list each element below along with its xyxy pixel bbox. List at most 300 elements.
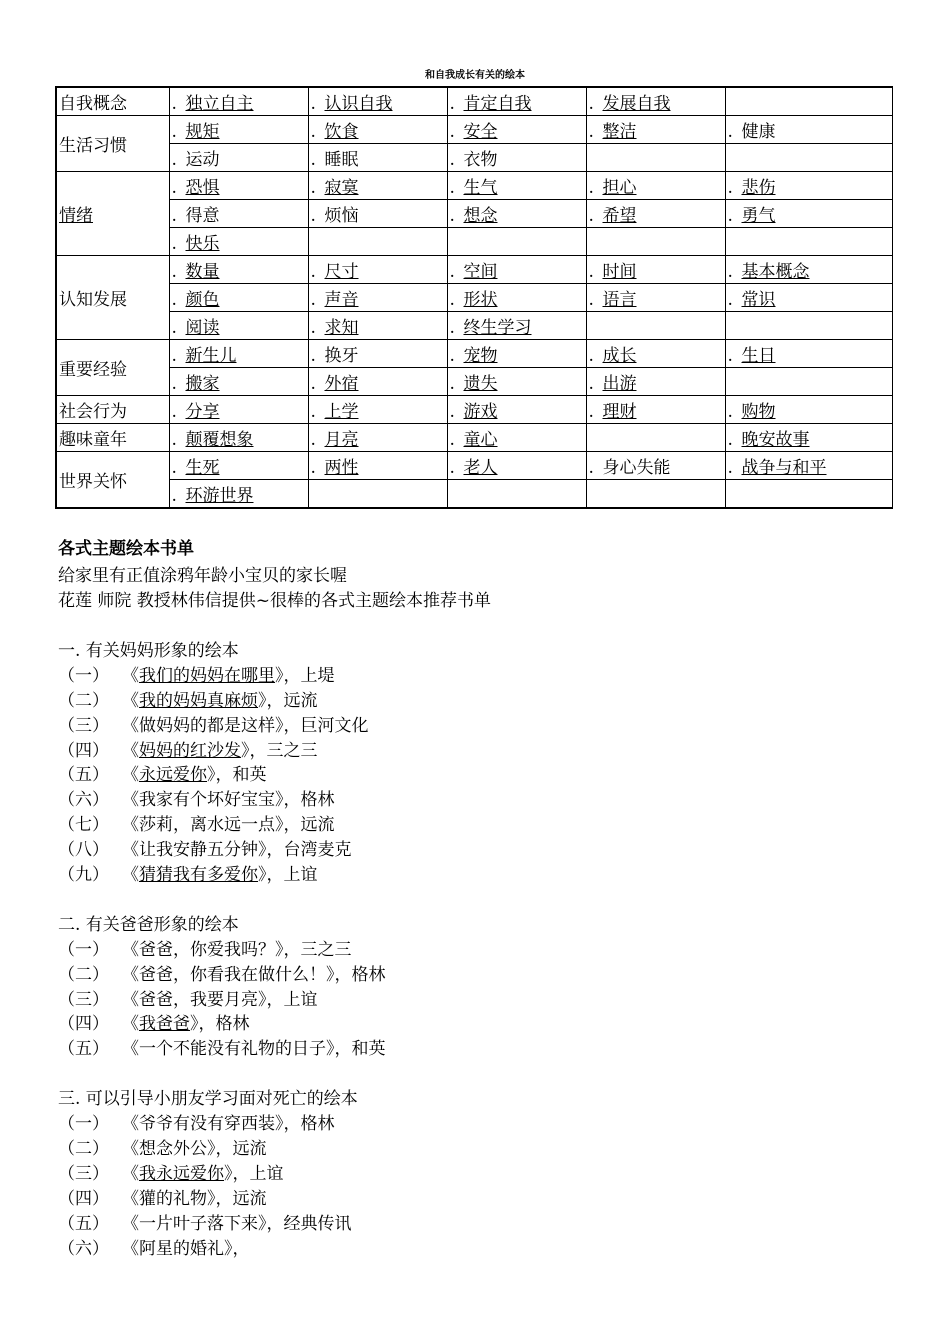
topic-cell xyxy=(308,144,447,172)
bullet-dot: . xyxy=(171,178,177,198)
book-list-item: （三） 《爸爸，我要月亮》，上谊 xyxy=(58,985,318,1010)
bullet-dot: . xyxy=(310,178,316,198)
topic-label[interactable]: 生气 xyxy=(463,178,498,198)
item-number: （三） xyxy=(58,716,109,736)
topic-label[interactable]: 月亮 xyxy=(324,430,359,450)
empty-cell xyxy=(586,144,725,172)
empty-cell xyxy=(725,228,892,256)
bullet-dot: . xyxy=(449,206,455,226)
bullet-dot: . xyxy=(171,290,177,310)
topic-label[interactable]: 阅读 xyxy=(185,318,220,338)
topic-cell[interactable] xyxy=(586,200,725,228)
item-number: （四） xyxy=(58,741,109,761)
book-title: 阿星的婚礼 xyxy=(139,1239,224,1259)
topic-label[interactable]: 安全 xyxy=(463,122,498,142)
topic-label[interactable]: 空间 xyxy=(463,262,498,282)
book-title: 莎莉，离水远一点 xyxy=(139,815,275,835)
bullet-dot: . xyxy=(727,430,733,450)
book-title: 想念外公 xyxy=(139,1139,207,1159)
topic-cell[interactable] xyxy=(308,116,447,144)
publisher: ，远流 xyxy=(215,1189,267,1209)
topic-cell[interactable] xyxy=(447,452,586,480)
bullet-dot: . xyxy=(449,122,455,142)
book-title[interactable]: 永远爱你 xyxy=(139,765,207,785)
category-cell: 趣味童年 xyxy=(56,424,169,452)
publisher: ， xyxy=(232,1239,250,1259)
topic-cell[interactable] xyxy=(447,368,586,396)
topic-cell[interactable] xyxy=(169,340,308,368)
bullet-dot: . xyxy=(171,374,177,394)
table-row xyxy=(56,368,892,396)
topic-label[interactable]: 规矩 xyxy=(185,122,220,142)
book-list-item: （五） 《一片叶子落下来》，经典传讯 xyxy=(58,1209,352,1234)
topic-label[interactable]: 独立自主 xyxy=(185,94,254,114)
topic-cell[interactable] xyxy=(447,256,586,284)
topic-cell[interactable] xyxy=(308,256,447,284)
bullet-dot: . xyxy=(588,206,594,226)
category-cell: 自我概念 xyxy=(56,87,169,116)
topic-label: 身心失能 xyxy=(602,458,671,478)
topic-label[interactable]: 游戏 xyxy=(463,402,498,422)
document-title: 和自我成长有关的绘本 xyxy=(425,70,525,81)
topic-cell[interactable] xyxy=(447,396,586,424)
topic-cell[interactable] xyxy=(447,312,586,340)
bullet-dot: . xyxy=(171,122,177,142)
topic-label[interactable]: 晚安故事 xyxy=(741,430,810,450)
intro-line-1: 给家里有正值涂鸦年龄小宝贝的家长喔 xyxy=(58,566,347,586)
section-heading: 二. 有关爸爸形象的绘本 xyxy=(58,915,239,935)
intro-line-2: 花莲 师院 教授林伟信提供~很棒的各式主题绘本推荐书单 xyxy=(58,591,492,611)
category-cell: 认知发展 xyxy=(56,256,169,340)
table-row xyxy=(56,396,892,424)
topic-label[interactable]: 希望 xyxy=(602,206,637,226)
topic-cell[interactable] xyxy=(308,396,447,424)
topic-label: 运动 xyxy=(185,150,220,170)
topic-cell[interactable] xyxy=(169,116,308,144)
bullet-dot: . xyxy=(171,262,177,282)
item-number: （六） xyxy=(58,1239,109,1259)
topic-label[interactable]: 常识 xyxy=(741,290,776,310)
topic-label[interactable]: 战争与和平 xyxy=(741,458,827,478)
publisher: ，格林 xyxy=(198,1014,250,1034)
publisher: ，上谊 xyxy=(232,1164,284,1184)
publisher: ，格林 xyxy=(283,790,335,810)
bullet-dot: . xyxy=(310,262,316,282)
table-row xyxy=(56,284,892,312)
category-cell: 生活习惯 xyxy=(56,116,169,172)
item-number: （四） xyxy=(58,1014,109,1034)
topic-cell[interactable] xyxy=(725,396,892,424)
topic-label[interactable]: 认识自我 xyxy=(324,94,393,114)
topic-label: 衣物 xyxy=(463,150,498,170)
publisher: ，上谊 xyxy=(266,865,318,885)
bullet-dot: . xyxy=(727,122,733,142)
topic-cell[interactable] xyxy=(169,228,308,256)
table-row xyxy=(56,228,892,256)
bullet-dot: . xyxy=(727,262,733,282)
publisher: ，经典传讯 xyxy=(266,1214,352,1234)
table-row xyxy=(56,340,892,368)
topic-label[interactable]: 寂寞 xyxy=(324,178,359,198)
topic-cell[interactable] xyxy=(447,200,586,228)
book-title: 做妈妈的都是这样 xyxy=(139,716,275,736)
topic-cell[interactable] xyxy=(725,172,892,200)
topic-label[interactable]: 上学 xyxy=(324,402,359,422)
bullet-dot: . xyxy=(449,374,455,394)
bullet-dot: . xyxy=(449,458,455,478)
bullet-dot: . xyxy=(449,94,455,114)
bullet-dot: . xyxy=(171,206,177,226)
bullet-dot: . xyxy=(449,402,455,422)
topic-cell[interactable] xyxy=(586,256,725,284)
topic-label[interactable]: 恐惧 xyxy=(185,178,220,198)
book-title[interactable]: 我爸爸 xyxy=(139,1014,190,1034)
book-list-item: （九） 《猜猜我有多爱你》，上谊 xyxy=(58,860,318,885)
topic-label[interactable]: 担心 xyxy=(602,178,637,198)
category-cell: 情绪 xyxy=(56,172,169,256)
item-number: （七） xyxy=(58,815,109,835)
topic-label[interactable]: 生日 xyxy=(741,346,776,366)
empty-cell xyxy=(725,87,892,116)
topic-cell[interactable] xyxy=(169,256,308,284)
bullet-dot: . xyxy=(449,150,455,170)
item-number: （一） xyxy=(58,1114,109,1134)
publisher: ，远流 xyxy=(266,691,318,711)
book-title[interactable]: 妈妈的红沙发 xyxy=(139,741,241,761)
item-number: （一） xyxy=(58,666,109,686)
item-number: （八） xyxy=(58,840,109,860)
topic-label[interactable]: 购物 xyxy=(741,402,776,422)
bullet-dot: . xyxy=(449,290,455,310)
bullet-dot: . xyxy=(310,430,316,450)
topic-label: 得意 xyxy=(185,206,220,226)
book-title[interactable]: 我永远爱你 xyxy=(139,1164,224,1184)
bullet-dot: . xyxy=(310,122,316,142)
bullet-dot: . xyxy=(727,290,733,310)
book-list-item: （四） 《我爸爸》，格林 xyxy=(58,1009,250,1034)
topic-label[interactable]: 生死 xyxy=(185,458,220,478)
book-list-item: （五） 《永远爱你》，和英 xyxy=(58,760,267,785)
topic-cell[interactable] xyxy=(308,284,447,312)
book-list-item: （四） 《獾的礼物》，远流 xyxy=(58,1184,267,1209)
bullet-dot: . xyxy=(727,458,733,478)
bullet-dot: . xyxy=(588,458,594,478)
topic-label[interactable]: 声音 xyxy=(324,290,359,310)
book-title: 我家有个坏好宝宝 xyxy=(139,790,275,810)
booklist-heading: 各式主题绘本书单 xyxy=(58,539,194,559)
topic-cell xyxy=(308,200,447,228)
topic-cell[interactable] xyxy=(169,368,308,396)
item-number: （二） xyxy=(58,1139,109,1159)
topic-cell xyxy=(308,340,447,368)
topic-label[interactable]: 成长 xyxy=(602,346,637,366)
bullet-dot: . xyxy=(310,290,316,310)
table-row xyxy=(56,480,892,509)
bullet-dot: . xyxy=(171,234,177,254)
topic-cell xyxy=(447,144,586,172)
item-number: （一） xyxy=(58,940,109,960)
topic-cell xyxy=(725,116,892,144)
table-row xyxy=(56,144,892,172)
bullet-dot: . xyxy=(310,402,316,422)
topic-cell[interactable] xyxy=(586,116,725,144)
empty-cell xyxy=(725,144,892,172)
category-cell: 世界关怀 xyxy=(56,452,169,509)
book-list-item: （一） 《爷爷有没有穿西装》，格林 xyxy=(58,1109,335,1134)
topic-label[interactable]: 饮食 xyxy=(324,122,359,142)
topic-cell[interactable] xyxy=(169,172,308,200)
topic-label[interactable]: 想念 xyxy=(463,206,498,226)
topic-label[interactable]: 童心 xyxy=(463,430,498,450)
topic-label[interactable]: 终生学习 xyxy=(463,318,532,338)
empty-cell xyxy=(725,368,892,396)
topic-cell[interactable] xyxy=(725,256,892,284)
bullet-dot: . xyxy=(171,486,177,506)
item-number: （五） xyxy=(58,765,109,785)
topic-label[interactable]: 形状 xyxy=(463,290,498,310)
topic-cell[interactable] xyxy=(586,87,725,116)
bullet-dot: . xyxy=(588,346,594,366)
table-row xyxy=(56,116,892,144)
item-number: （四） xyxy=(58,1189,109,1209)
topic-cell[interactable] xyxy=(725,452,892,480)
bullet-dot: . xyxy=(449,178,455,198)
bullet-dot: . xyxy=(727,402,733,422)
item-number: （五） xyxy=(58,1214,109,1234)
book-title: 爸爸，我要月亮 xyxy=(139,990,258,1010)
empty-cell xyxy=(725,312,892,340)
topic-label[interactable]: 外宿 xyxy=(324,374,359,394)
topic-cell[interactable] xyxy=(308,172,447,200)
topic-label[interactable]: 肯定自我 xyxy=(463,94,532,114)
publisher: ，上堤 xyxy=(283,666,335,686)
topic-cell[interactable] xyxy=(169,424,308,452)
book-title[interactable]: 猜猜我有多爱你 xyxy=(139,865,258,885)
topic-label[interactable]: 新生儿 xyxy=(185,346,237,366)
empty-cell xyxy=(586,312,725,340)
bullet-dot: . xyxy=(449,262,455,282)
table-row xyxy=(56,312,892,340)
topic-cell[interactable] xyxy=(725,424,892,452)
topic-cell[interactable] xyxy=(447,116,586,144)
item-number: （三） xyxy=(58,1164,109,1184)
topic-cell[interactable] xyxy=(447,424,586,452)
topic-cell[interactable] xyxy=(169,87,308,116)
topic-cell xyxy=(169,144,308,172)
table-row xyxy=(56,256,892,284)
topic-cell xyxy=(586,452,725,480)
bullet-dot: . xyxy=(588,262,594,282)
section-heading: 一. 有关妈妈形象的绘本 xyxy=(58,641,239,661)
topic-cell[interactable] xyxy=(447,284,586,312)
book-title: 爸爸，你看我在做什么！ xyxy=(139,965,326,985)
publisher: ，远流 xyxy=(215,1139,267,1159)
bullet-dot: . xyxy=(588,122,594,142)
topic-cell[interactable] xyxy=(447,87,586,116)
book-list-item: （二） 《我的妈妈真麻烦》，远流 xyxy=(58,686,318,711)
bullet-dot: . xyxy=(449,318,455,338)
item-number: （五） xyxy=(58,1039,109,1059)
category-cell: 重要经验 xyxy=(56,340,169,396)
topic-label[interactable]: 尺寸 xyxy=(324,262,359,282)
bullet-dot: . xyxy=(310,206,316,226)
topic-label[interactable]: 基本概念 xyxy=(741,262,810,282)
bullet-dot: . xyxy=(310,94,316,114)
topic-cell[interactable] xyxy=(447,172,586,200)
book-title: 让我安静五分钟 xyxy=(139,840,258,860)
topic-cell[interactable] xyxy=(586,396,725,424)
topic-cell[interactable] xyxy=(586,340,725,368)
topic-label[interactable]: 勇气 xyxy=(741,206,776,226)
book-list-item: （一） 《我们的妈妈在哪里》，上堤 xyxy=(58,661,335,686)
bullet-dot: . xyxy=(727,206,733,226)
empty-cell xyxy=(586,480,725,509)
publisher: ，三之三 xyxy=(249,741,318,761)
topic-label[interactable]: 快乐 xyxy=(185,234,220,254)
bullet-dot: . xyxy=(310,150,316,170)
book-list-item: （五） 《一个不能没有礼物的日子》，和英 xyxy=(58,1034,386,1059)
book-title[interactable]: 我们的妈妈在哪里 xyxy=(139,666,275,686)
publisher: ，和英 xyxy=(334,1039,386,1059)
publisher: ，格林 xyxy=(283,1114,335,1134)
topic-cell[interactable] xyxy=(447,340,586,368)
item-number: （二） xyxy=(58,691,109,711)
topic-cell xyxy=(169,200,308,228)
bullet-dot: . xyxy=(171,430,177,450)
topic-cell[interactable] xyxy=(308,312,447,340)
topic-label[interactable]: 颜色 xyxy=(185,290,220,310)
topic-cell[interactable] xyxy=(725,200,892,228)
topic-cell[interactable] xyxy=(725,340,892,368)
topic-cell[interactable] xyxy=(725,284,892,312)
bullet-dot: . xyxy=(588,178,594,198)
theme-table xyxy=(55,86,893,509)
topic-cell[interactable] xyxy=(308,368,447,396)
topic-label[interactable]: 求知 xyxy=(324,318,359,338)
item-number: （二） xyxy=(58,965,109,985)
bullet-dot: . xyxy=(449,430,455,450)
empty-cell xyxy=(308,480,447,509)
topic-label[interactable]: 理财 xyxy=(602,402,637,422)
empty-cell xyxy=(586,228,725,256)
book-list-item: （六） 《阿星的婚礼》， xyxy=(58,1234,250,1259)
topic-label[interactable]: 出游 xyxy=(602,374,637,394)
empty-cell xyxy=(725,480,892,509)
table-row xyxy=(56,172,892,200)
topic-label: 换牙 xyxy=(324,346,359,366)
topic-label[interactable]: 整洁 xyxy=(602,122,637,142)
topic-cell[interactable] xyxy=(586,368,725,396)
publisher: ，远流 xyxy=(283,815,335,835)
topic-cell[interactable] xyxy=(169,312,308,340)
topic-cell[interactable] xyxy=(586,172,725,200)
topic-label[interactable]: 搬家 xyxy=(185,374,220,394)
bullet-dot: . xyxy=(588,290,594,310)
bullet-dot: . xyxy=(727,346,733,366)
topic-cell[interactable] xyxy=(169,452,308,480)
topic-label: 睡眠 xyxy=(324,150,359,170)
topic-label[interactable]: 分享 xyxy=(185,402,220,422)
topic-label[interactable]: 发展自我 xyxy=(602,94,671,114)
topic-label[interactable]: 环游世界 xyxy=(185,486,254,506)
bullet-dot: . xyxy=(310,346,316,366)
bullet-dot: . xyxy=(171,458,177,478)
bullet-dot: . xyxy=(310,458,316,478)
item-number: （九） xyxy=(58,865,109,885)
topic-cell[interactable] xyxy=(169,284,308,312)
topic-cell[interactable] xyxy=(169,480,308,509)
bullet-dot: . xyxy=(171,318,177,338)
empty-cell xyxy=(586,424,725,452)
bullet-dot: . xyxy=(171,346,177,366)
topic-cell[interactable] xyxy=(308,452,447,480)
topic-cell[interactable] xyxy=(169,396,308,424)
bullet-dot: . xyxy=(310,318,316,338)
empty-cell xyxy=(308,228,447,256)
publisher: ，格林 xyxy=(334,965,386,985)
book-list-item: （六） 《我家有个坏好宝宝》，格林 xyxy=(58,785,335,810)
empty-cell xyxy=(447,228,586,256)
topic-label[interactable]: 两性 xyxy=(324,458,359,478)
publisher: ，台湾麦克 xyxy=(266,840,352,860)
section-heading: 三. 可以引导小朋友学习面对死亡的绘本 xyxy=(58,1089,358,1109)
topic-label[interactable]: 数量 xyxy=(185,262,220,282)
table-row xyxy=(56,424,892,452)
book-list-item: （四） 《妈妈的红沙发》，三之三 xyxy=(58,736,318,761)
bullet-dot: . xyxy=(588,402,594,422)
item-number: （三） xyxy=(58,990,109,1010)
topic-label[interactable]: 宠物 xyxy=(463,346,498,366)
book-list-item: （三） 《我永远爱你》，上谊 xyxy=(58,1159,284,1184)
book-list-item: （八） 《让我安静五分钟》，台湾麦克 xyxy=(58,835,352,860)
bullet-dot: . xyxy=(588,374,594,394)
publisher: ，和英 xyxy=(215,765,267,785)
category-cell: 社会行为 xyxy=(56,396,169,424)
topic-cell[interactable] xyxy=(308,87,447,116)
topic-label[interactable]: 悲伤 xyxy=(741,178,776,198)
bullet-dot: . xyxy=(449,346,455,366)
book-list-item: （二） 《想念外公》，远流 xyxy=(58,1134,267,1159)
book-title: 爷爷有没有穿西装 xyxy=(139,1114,275,1134)
bullet-dot: . xyxy=(588,94,594,114)
bullet-dot: . xyxy=(310,374,316,394)
book-list-item: （七） 《莎莉，离水远一点》，远流 xyxy=(58,810,335,835)
publisher: ，上谊 xyxy=(266,990,318,1010)
topic-label: 烦恼 xyxy=(324,206,359,226)
book-title: 爸爸，你爱我吗？ xyxy=(139,940,275,960)
topic-label[interactable]: 老人 xyxy=(463,458,498,478)
table-row xyxy=(56,87,892,116)
bullet-dot: . xyxy=(171,402,177,422)
topic-label[interactable]: 颠覆想象 xyxy=(185,430,254,450)
book-title[interactable]: 我的妈妈真麻烦 xyxy=(139,691,258,711)
topic-cell[interactable] xyxy=(586,284,725,312)
topic-cell[interactable] xyxy=(308,424,447,452)
item-number: （六） xyxy=(58,790,109,810)
book-title: 一个不能没有礼物的日子 xyxy=(139,1039,326,1059)
table-row xyxy=(56,452,892,480)
publisher: ，三之三 xyxy=(283,940,352,960)
book-list-item: （二） 《爸爸，你看我在做什么！》，格林 xyxy=(58,960,386,985)
book-list-item: （三） 《做妈妈的都是这样》，巨河文化 xyxy=(58,711,369,736)
bullet-dot: . xyxy=(727,178,733,198)
topic-label[interactable]: 语言 xyxy=(602,290,637,310)
topic-label[interactable]: 遗失 xyxy=(463,374,498,394)
book-title: 獾的礼物 xyxy=(139,1189,207,1209)
topic-label[interactable]: 时间 xyxy=(602,262,637,282)
publisher: ，巨河文化 xyxy=(283,716,369,736)
book-title: 一片叶子落下来 xyxy=(139,1214,258,1234)
